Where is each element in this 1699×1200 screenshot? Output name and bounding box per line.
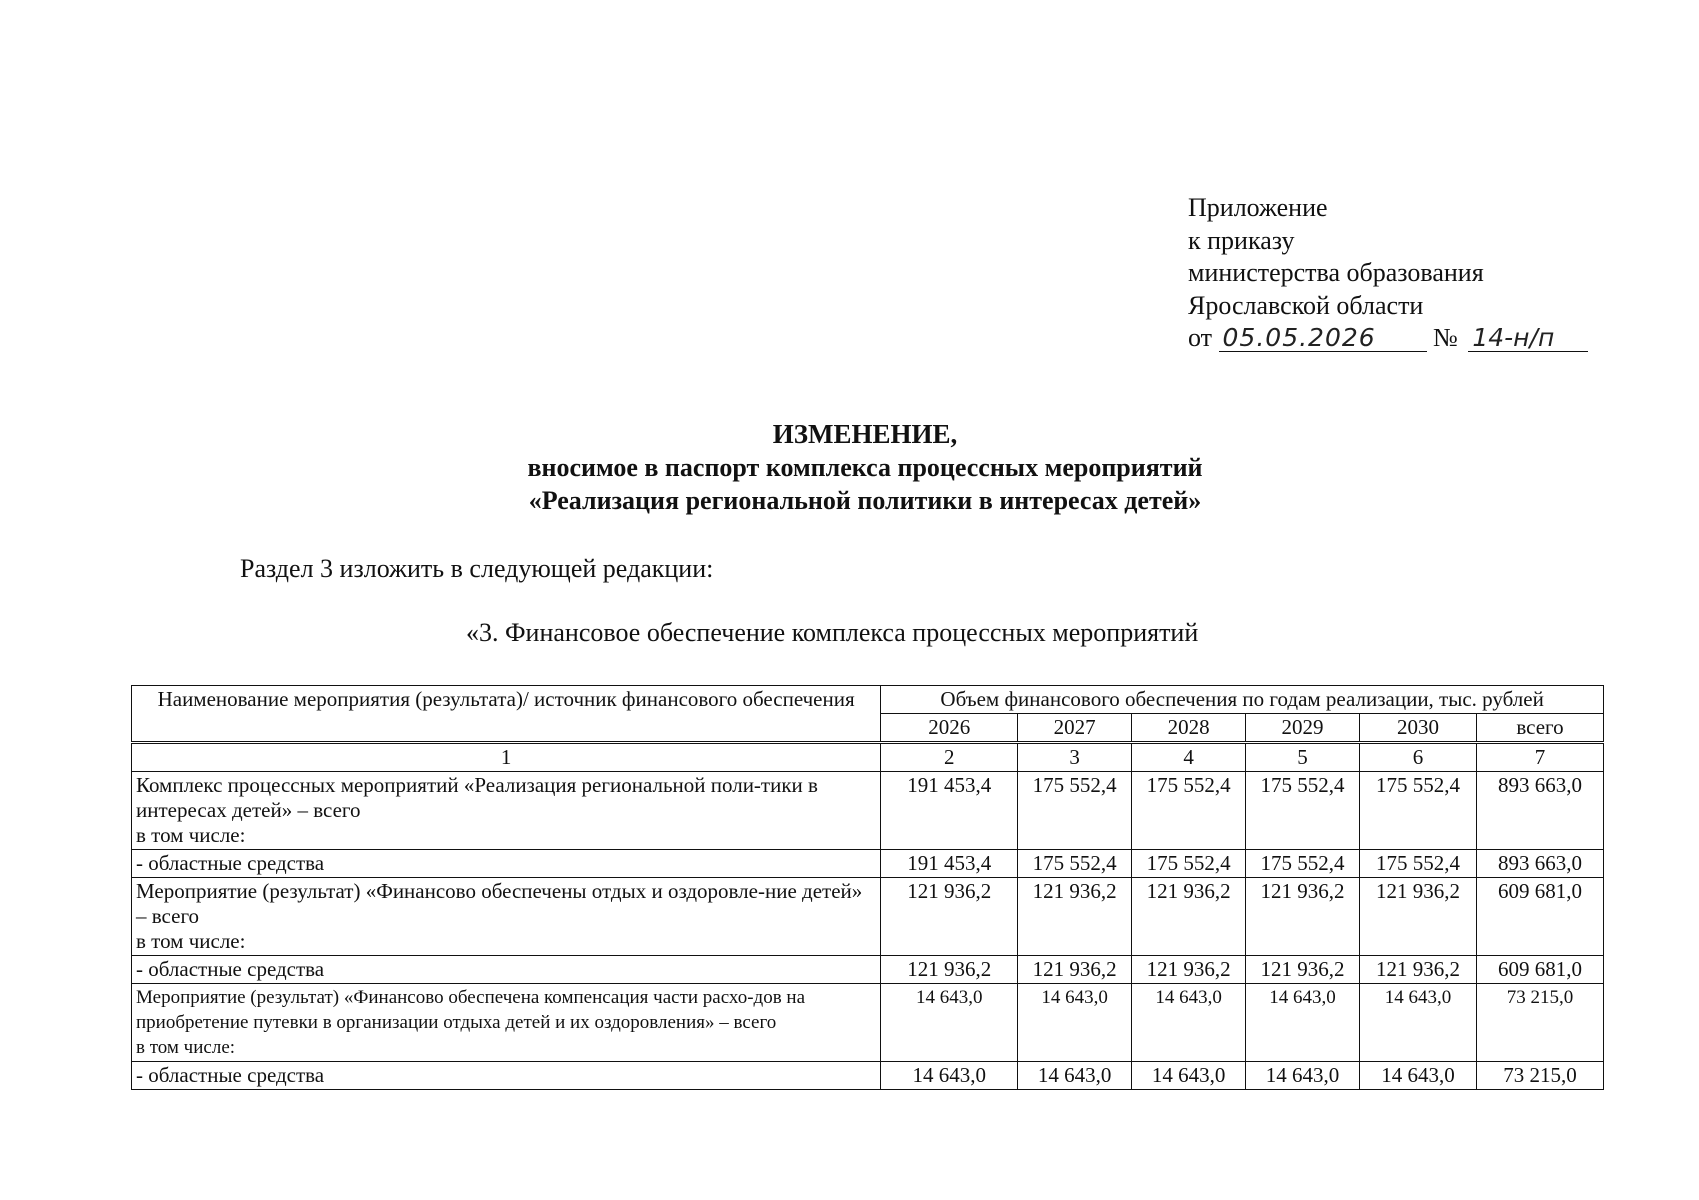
column-number: 7 [1476,743,1603,772]
value-cell: 191 453,4 [881,850,1018,878]
row-name [132,984,881,1062]
column-number: 1 [132,743,881,772]
table-row [132,1062,1604,1090]
table-row [132,772,1604,850]
appendix-line: Приложение [1188,193,1328,222]
table-row [132,984,1604,1062]
value-cell: 121 936,2 [1132,878,1246,956]
total-cell: 73 215,0 [1476,984,1603,1062]
value-cell: 175 552,4 [1360,772,1477,850]
value-cell: 175 552,4 [1018,772,1132,850]
row-title: Мероприятие (результат) «Финансово обеспечена компенсация части расхо-дов на приобретение путевки в организации отдыха детей и их оздоровления» – всего [136,987,806,1033]
value-cell: 14 643,0 [1246,984,1360,1062]
header-group: Объем финансового обеспечения по годам реализации, тыс. рублей [881,686,1604,714]
document-title [0,418,1699,517]
row-title: - областные средства [132,956,881,984]
appendix-line: министерства образования [1188,258,1484,287]
column-number: 2 [881,743,1018,772]
appendix-block [1188,192,1588,355]
from-label: от [1188,323,1213,352]
instruction-text: Раздел 3 изложить в следующей редакции: [240,554,714,583]
header-total: всего [1476,714,1603,743]
value-cell: 175 552,4 [1132,850,1246,878]
row-title: Мероприятие (результат) «Финансово обеспечены отдых и оздоровле-ние детей» – всего [136,879,863,928]
column-number: 6 [1360,743,1477,772]
row-title: - областные средства [132,1062,881,1090]
value-cell: 121 936,2 [1360,878,1477,956]
row-subtitle: в том числе: [136,1037,236,1058]
total-cell: 893 663,0 [1476,772,1603,850]
value-cell: 175 552,4 [1246,850,1360,878]
number-label: № [1433,323,1458,352]
value-cell: 121 936,2 [881,878,1018,956]
row-title: - областные средства [132,850,881,878]
total-cell: 609 681,0 [1476,878,1603,956]
header-year: 2029 [1246,714,1360,743]
header-year: 2028 [1132,714,1246,743]
value-cell: 121 936,2 [1246,956,1360,984]
value-cell: 121 936,2 [1132,956,1246,984]
financing-table [131,685,1604,1090]
value-cell: 14 643,0 [1132,984,1246,1062]
value-cell: 121 936,2 [1246,878,1360,956]
value-cell: 175 552,4 [1360,850,1477,878]
total-cell: 609 681,0 [1476,956,1603,984]
header-year: 2026 [881,714,1018,743]
value-cell: 121 936,2 [1018,878,1132,956]
row-name [132,878,881,956]
header-row [132,686,1604,714]
row-name [132,772,881,850]
handwritten-number: 14-н/п [1468,325,1588,352]
value-cell: 175 552,4 [1132,772,1246,850]
total-cell: 73 215,0 [1476,1062,1603,1090]
value-cell: 14 643,0 [1018,984,1132,1062]
appendix-line: Ярославской области [1188,290,1424,320]
value-cell: 121 936,2 [1360,956,1477,984]
total-cell: 893 663,0 [1476,850,1603,878]
value-cell: 14 643,0 [881,984,1018,1062]
value-cell: 14 643,0 [881,1062,1018,1090]
value-cell: 14 643,0 [1246,1062,1360,1090]
value-cell: 14 643,0 [1132,1062,1246,1090]
header-name-col: Наименование мероприятия (результата)/ источник финансового обеспечения [132,686,881,743]
value-cell: 14 643,0 [1018,1062,1132,1090]
row-title: Комплекс процессных мероприятий «Реализация региональной поли-тики в интересах детей» – всего [136,773,818,822]
header-year: 2027 [1018,714,1132,743]
table-row [132,878,1604,956]
column-number: 4 [1132,743,1246,772]
column-number: 3 [1018,743,1132,772]
column-number: 5 [1246,743,1360,772]
header-year: 2030 [1360,714,1477,743]
value-cell: 14 643,0 [1360,984,1477,1062]
row-subtitle: в том числе: [136,823,246,847]
value-cell: 175 552,4 [1018,850,1132,878]
title-line-1: ИЗМЕНЕНИЕ, [772,419,958,449]
appendix-line: к приказу [1188,225,1295,255]
order-date-number [1188,322,1588,355]
table-row [132,956,1604,984]
value-cell: 175 552,4 [1246,772,1360,850]
title-line-3: «Реализация региональной политики в интересах детей» [528,486,1202,515]
value-cell: 121 936,2 [881,956,1018,984]
title-line-2: вносимое в паспорт комплекса процессных мероприятий [527,453,1203,482]
section-heading: «3. Финансовое обеспечение комплекса процессных мероприятий [466,618,1199,647]
handwritten-date: 05.05.2026 [1219,325,1427,352]
column-numbers-row [132,743,1604,772]
row-subtitle: в том числе: [136,929,246,953]
table-row [132,850,1604,878]
value-cell: 14 643,0 [1360,1062,1477,1090]
value-cell: 191 453,4 [881,772,1018,850]
value-cell: 121 936,2 [1018,956,1132,984]
